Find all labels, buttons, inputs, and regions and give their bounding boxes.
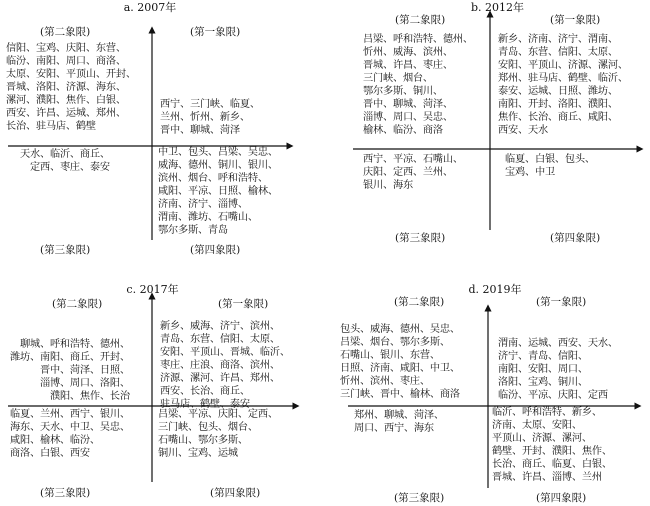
quadrant-2-cities: 吕梁、呼和浩特、德州、 忻州、威海、滨州、 晋城、许昌、枣庄、 三门峡、烟台、 鄂尔多斯、铜川、 晋中、聊城、菏泽、 淄博、周口、吴忠、 榆林、临汾、商洛 [363, 34, 473, 136]
quadrant-1-label: (第一象限) [536, 296, 587, 308]
quadrant-2-cities: 聊城、呼和浩特、德州、 潍坊、南阳、商丘、开封、 晋中、菏泽、日照、 淄博、周口、洛阳、 濮阳、焦作、长治 [10, 339, 130, 402]
quadrant-3-label: (第三象限) [395, 232, 446, 244]
quadrant-3-cities: 天水、临沂、商丘、 定西、枣庄、泰安 [20, 149, 110, 173]
quadrant-3-cities: 临夏、兰州、西宁、银川、 海东、天水、中卫、吴忠、 咸阳、榆林、临汾、 商洛、白银、西安 [10, 409, 130, 459]
quadrant-2-label: (第二象限) [52, 298, 103, 310]
quadrant-1-label: (第一象限) [550, 14, 601, 26]
panel-a [0, 0, 300, 262]
quadrant-4-label: (第四象限) [536, 492, 587, 504]
quadrant-4-cities: 中卫、包头、吕梁、吴忠、 威海、德州、铜川、银川、 滨州、烟台、呼和浩特、 咸阳、平凉、日照、榆林、 济南、济宁、淄博、 渭南、潍坊、石嘴山、 鄂尔多斯、青岛 [158, 147, 278, 236]
quadrant-1-cities: 西宁、三门峡、临夏、 兰州、忻州、新乡、 晋中、聊城、菏泽 [160, 99, 260, 136]
quadrant-1-label: (第一象限) [218, 298, 269, 310]
quadrant-2-label: (第二象限) [394, 296, 445, 308]
quadrant-4-label: (第四象限) [210, 487, 261, 499]
panel-title: c. 2017年 [126, 283, 179, 296]
quadrant-4-cities: 临夏、白银、包头、 宝鸡、中卫 [505, 154, 595, 178]
panel-d [340, 282, 650, 506]
quadrant-2-label: (第二象限) [395, 14, 446, 26]
quadrant-3-label: (第三象限) [40, 244, 91, 256]
panel-title: b. 2012年 [470, 1, 525, 14]
quadrant-1-cities: 新乡、济南、济宁、渭南、 青岛、东营、信阳、太原、 安阳、平顶山、济源、漯河、 郑州、驻马店、鹤壁、临沂、 泰安、运城、日照、潍坊、 南阳、开封、洛阳、濮阳、 焦作、长治、商丘、咸阳、 西安、天水 [498, 34, 628, 136]
quadrant-1-cities: 渭南、运城、西安、天水、 济宁、青岛、信阳、 南阳、安阳、周口、 洛阳、宝鸡、铜川、 临汾、平凉、庆阳、定西 [498, 338, 618, 401]
quadrant-4-cities: 吕梁、平凉、庆阳、定西、 三门峡、包头、烟台、 石嘴山、鄂尔多斯、 铜川、宝鸡、运城 [158, 409, 278, 459]
quadrant-3-cities: 西宁、平凉、石嘴山、 庆阳、定西、兰州、 银川、海东 [363, 154, 463, 191]
panel-title: d. 2019年 [468, 283, 522, 296]
quadrant-4-label: (第四象限) [550, 232, 601, 244]
quadrant-1-label: (第一象限) [190, 26, 241, 38]
quadrant-3-label: (第三象限) [394, 492, 445, 504]
panel-b [345, 0, 650, 262]
panel-c [0, 282, 305, 506]
panel-title: a. 2007年 [123, 1, 177, 14]
quadrant-1-cities: 新乡、威海、济宁、滨州、 青岛、东营、信阳、太原、 安阳、平顶山、晋城、临沂、 枣庄、庄浪、商洛、滨州、 济源、漯河、许昌、郑州、 西安、长治、商丘、 驻马店、鹤壁、泰安 [160, 321, 290, 410]
quadrant-4-label: (第四象限) [190, 244, 241, 256]
quadrant-2-cities: 信阳、宝鸡、庆阳、东营、 临汾、南阳、周口、商洛、 太原、安阳、平顶山、开封、 晋城、洛阳、济源、海东、 漯河、濮阳、焦作、白银、 西安、许昌、运城、郑州、 长治、驻马店、鹤壁 [6, 43, 136, 132]
quadrant-3-label: (第三象限) [40, 487, 91, 499]
quadrant-2-cities: 包头、威海、德州、吴忠、 吕梁、烟台、鄂尔多斯、 石嘴山、银川、东营、 日照、济南、咸阳、中卫、 忻州、滨州、枣庄、 三门峡、晋中、榆林、商洛 [340, 324, 460, 400]
quadrant-2-label: (第二象限) [40, 26, 91, 38]
quadrant-3-cities: 郑州、聊城、菏泽、 周口、西宁、海东 [354, 410, 444, 434]
quadrant-4-cities: 临沂、呼和浩特、新乡、 济南、太原、安阳、 平顶山、济源、漯河、 鹤壁、开封、濮阳、焦作、 长治、商丘、临夏、白银、 晋城、许昌、淄博、兰州 [492, 407, 612, 483]
